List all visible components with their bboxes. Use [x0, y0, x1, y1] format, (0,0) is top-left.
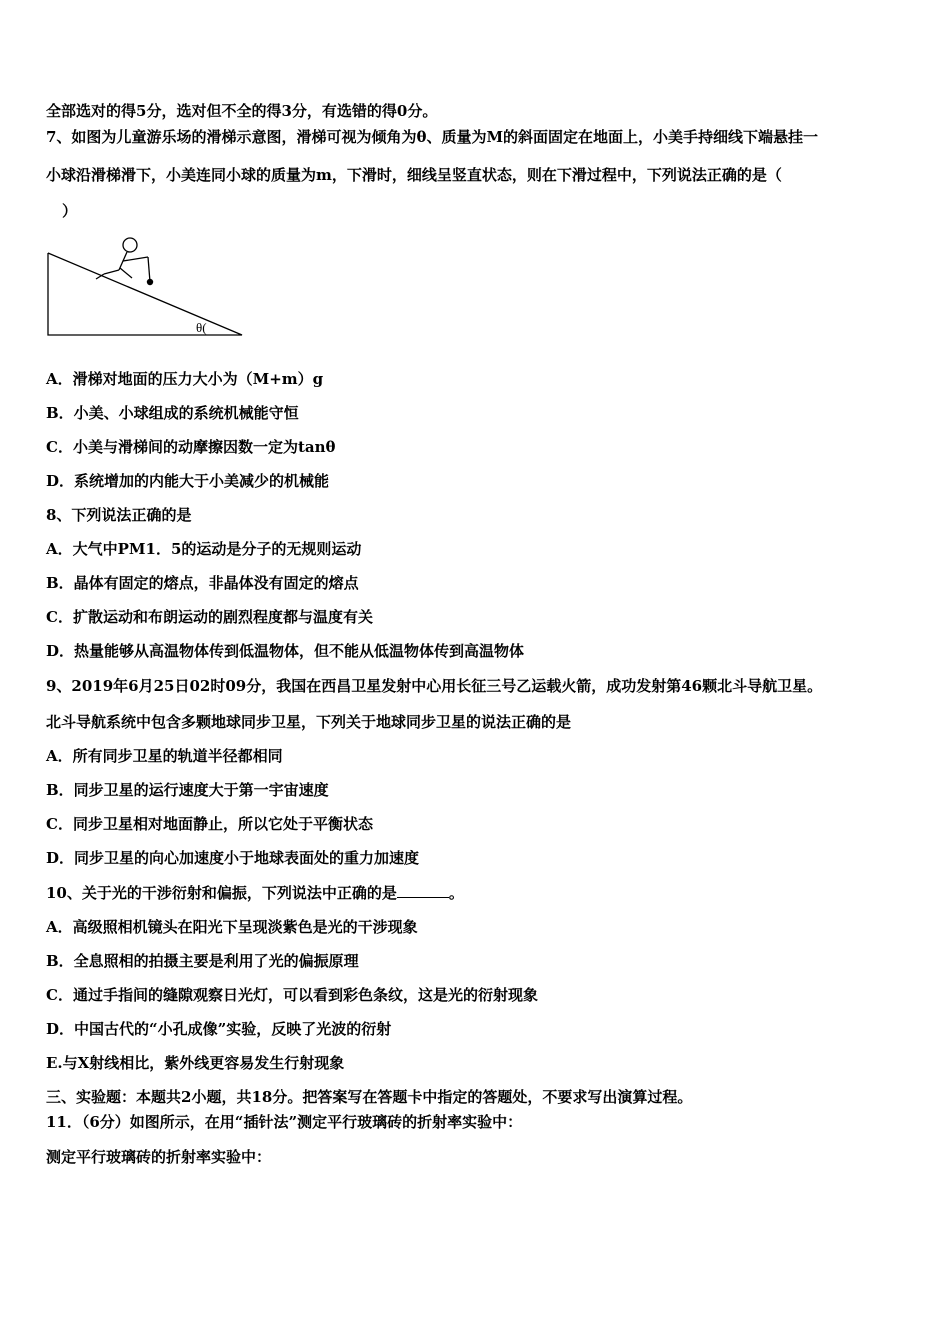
- q7-stem-line3: ）: [62, 202, 78, 220]
- q9-option-b: B．同步卫星的运行速度大于第一宇宙速度: [46, 781, 329, 799]
- q7-option-a: A．滑梯对地面的压力大小为（M+m）g: [46, 370, 324, 388]
- q8-option-b: B．晶体有固定的熔点，非晶体没有固定的熔点: [46, 574, 359, 592]
- slide-incline: [48, 253, 242, 335]
- q10-stem-text: 10、关于光的干涉衍射和偏振，下列说法中正确的是: [46, 884, 397, 902]
- q10-option-c: C．通过手指间的缝隙观察日光灯，可以看到彩色条纹，这是光的衍射现象: [46, 986, 538, 1004]
- q9-option-c: C．同步卫星相对地面静止，所以它处于平衡状态: [46, 815, 373, 833]
- q10-option-a: A．高级照相机镜头在阳光下呈现淡紫色是光的干涉现象: [46, 918, 418, 936]
- q7-stem-line1: 7、如图为儿童游乐场的滑梯示意图，滑梯可视为倾角为θ、质量为M的斜面固定在地面上，小美手持细线下端悬挂一: [46, 128, 819, 146]
- q8-stem: 8、下列说法正确的是: [46, 506, 192, 524]
- q11-stem-line2: 测定平行玻璃砖的折射率实验中：: [46, 1148, 272, 1166]
- q9-stem-line2: 北斗导航系统中包含多颗地球同步卫星，下列关于地球同步卫星的说法正确的是: [46, 713, 572, 731]
- q10-stem: [46, 883, 464, 903]
- q10-option-b: B．全息照相的拍摄主要是利用了光的偏振原理: [46, 952, 359, 970]
- q7-option-c: C．小美与滑梯间的动摩擦因数一定为tanθ: [46, 438, 336, 456]
- slide-figure: [44, 232, 249, 342]
- q9-option-d: D．同步卫星的向心加速度小于地球表面处的重力加速度: [46, 849, 420, 867]
- q11-stem-line1: 11．（6分）如图所示，在用“插针法”测定平行玻璃砖的折射率实验中：: [46, 1113, 523, 1131]
- q7-stem-line2: 小球沿滑梯滑下，小美连同小球的质量为m，下滑时，细线呈竖直状态，则在下滑过程中，下列说法正确的是（: [46, 166, 782, 184]
- q8-option-d: D．热量能够从高温物体传到低温物体，但不能从低温物体传到高温物体: [46, 642, 525, 660]
- q10-option-d: D．中国古代的“小孔成像”实验，反映了光波的衍射: [46, 1020, 392, 1038]
- q9-stem-line1: 9、2019年6月25日02时09分，我国在西昌卫星发射中心用长征三号乙运载火箭，成功发射第46颗北斗导航卫星。: [46, 677, 823, 695]
- q8-option-a: A．大气中PM1．5的运动是分子的无规则运动: [46, 540, 362, 558]
- section3-heading: 三、实验题：本题共2小题，共18分。把答案写在答题卡中指定的答题处，不要求写出演算过程。: [46, 1088, 693, 1106]
- girl-figure: [96, 238, 150, 282]
- q10-option-e: E.与X射线相比，紫外线更容易发生行射现象: [46, 1054, 345, 1072]
- q10-answer-blank: [397, 883, 449, 898]
- q7-option-b: B．小美、小球组成的系统机械能守恒: [46, 404, 299, 422]
- q8-option-c: C．扩散运动和布朗运动的剧烈程度都与温度有关: [46, 608, 373, 626]
- q9-option-a: A．所有同步卫星的轨道半径都相同: [46, 747, 283, 765]
- q7-option-d: D．系统增加的内能大于小美减少的机械能: [46, 472, 330, 490]
- angle-theta-label: θ(: [196, 320, 207, 335]
- intro-line: 全部选对的得5分，选对但不全的得3分，有选错的得0分。: [46, 102, 438, 120]
- q10-stem-end: 。: [448, 884, 464, 902]
- ball: [147, 279, 153, 285]
